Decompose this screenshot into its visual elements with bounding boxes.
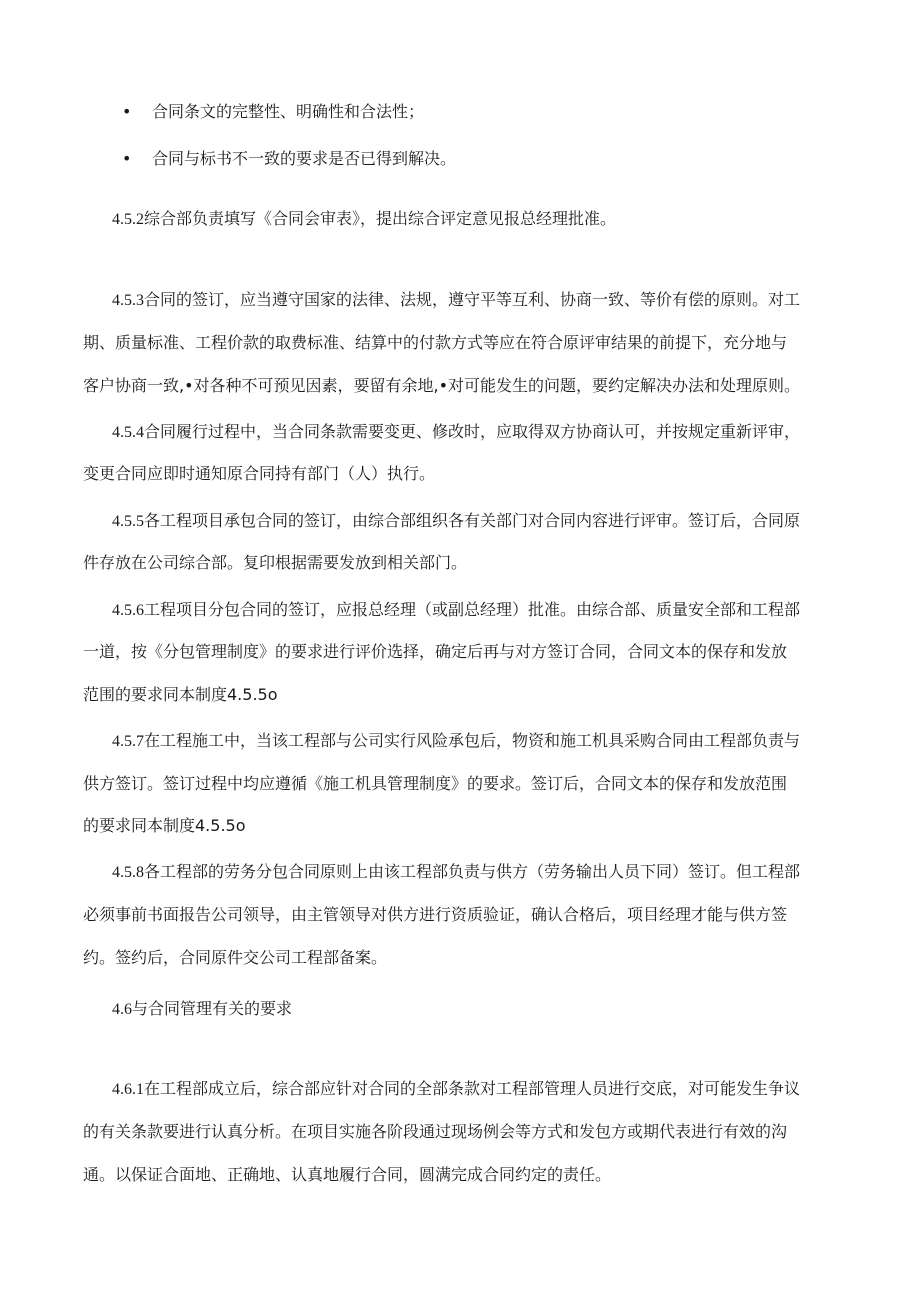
section-4-5-3-line: 期、质量标准、工程价款的取费标准、结算中的付款方式等应在符合原评审结果的前提下，充分地与	[83, 333, 788, 352]
section-4-5-4-line	[112, 418, 800, 447]
section-4-5-6-line: 范围的要求同本制度4.5.5o	[83, 685, 278, 704]
section-text: 工程项目分包合同的签订，应报总经理（或副总经理）批准。由综合部、质量安全部和工程部	[144, 600, 801, 619]
section-4-5-2-line	[112, 205, 616, 234]
section-text: 综合部负责填写《合同会审表》，提出综合评定意见报总经理批准。	[144, 209, 617, 228]
section-number: 4.5.5	[112, 513, 144, 530]
section-number: 4.5.7	[112, 733, 144, 750]
section-4-5-8-line	[112, 858, 800, 887]
section-4-5-7-line: 供方签订。签订过程中均应遵循《施工机具管理制度》的要求。签订后，合同文本的保存和发放范围	[83, 774, 788, 793]
bullet-marker: •	[122, 102, 132, 121]
section-4-5-5-line: 件存放在公司综合部。复印根据需要发放到相关部门。	[83, 553, 468, 572]
section-number: 4.5.3	[112, 292, 144, 309]
section-4-6-1-line: 的有关条款要进行认真分析。在项目实施各阶段通过现场例会等方式和发包方或期代表进行有效的沟	[83, 1122, 788, 1141]
section-4-5-4-line: 变更合同应即时通知原合同持有部门（人）执行。	[83, 464, 436, 483]
section-4-6-heading	[112, 995, 292, 1024]
section-number: 4.6.1	[112, 1081, 144, 1098]
section-4-5-8-line: 必须事前书面报告公司领导，由主管领导对供方进行资质验证，确认合格后，项目经理才能与供方签	[83, 905, 788, 924]
section-4-5-5-line	[112, 507, 800, 536]
section-number: 4.5.2	[112, 211, 144, 228]
section-text: 合同的签订，应当遵守国家的法律、法规，遵守平等互利、协商一致、等价有偿的原则。对工	[144, 290, 801, 309]
section-text: 与合同管理有关的要求	[132, 999, 293, 1018]
section-4-5-7-line	[112, 727, 800, 756]
section-4-5-6-line: 一道，按《分包管理制度》的要求进行评价选择，确定后再与对方签订合同，合同文本的保存和发放	[83, 642, 788, 661]
section-text: 各工程项目承包合同的签订，由综合部组织各有关部门对合同内容进行评审。签订后，合同原	[144, 511, 801, 530]
section-number: 4.6	[112, 1001, 132, 1018]
section-text: 在工程施工中，当该工程部与公司实行风险承包后，物资和施工机具采购合同由工程部负责与	[144, 731, 801, 750]
section-4-5-7-line: 的要求同本制度4.5.5o	[83, 816, 246, 835]
section-text: 各工程部的劳务分包合同原则上由该工程部负责与供方（劳务输出人员下同）签订。但工程部	[144, 862, 801, 881]
bullet-marker: •	[122, 149, 132, 168]
section-4-6-1-line	[112, 1075, 800, 1104]
section-4-5-6-line	[112, 596, 800, 625]
section-number: 4.5.6	[112, 602, 144, 619]
section-4-5-3-line: 客户协商一致,•对各种不可预见因素，要留有余地,•对可能发生的问题，要约定解决办法和处理原则。	[83, 376, 801, 395]
section-4-5-3-line	[112, 286, 800, 315]
section-text: 在工程部成立后，综合部应针对合同的全部条款对工程部管理人员进行交底，对可能发生争议	[144, 1079, 801, 1098]
section-number: 4.5.4	[112, 424, 144, 441]
section-number: 4.5.8	[112, 864, 144, 881]
bullet-item: 合同条文的完整性、明确性和合法性；	[152, 102, 425, 121]
section-4-5-8-line: 约。签约后，合同原件交公司工程部备案。	[83, 948, 388, 967]
section-text: 合同履行过程中，当合同条款需要变更、修改时，应取得双方协商认可，并按规定重新评审，	[144, 422, 801, 441]
bullet-item: 合同与标书不一致的要求是否已得到解决。	[152, 149, 457, 168]
section-4-6-1-line: 通。以保证合面地、正确地、认真地履行合同，圆满完成合同约定的责任。	[83, 1165, 612, 1184]
